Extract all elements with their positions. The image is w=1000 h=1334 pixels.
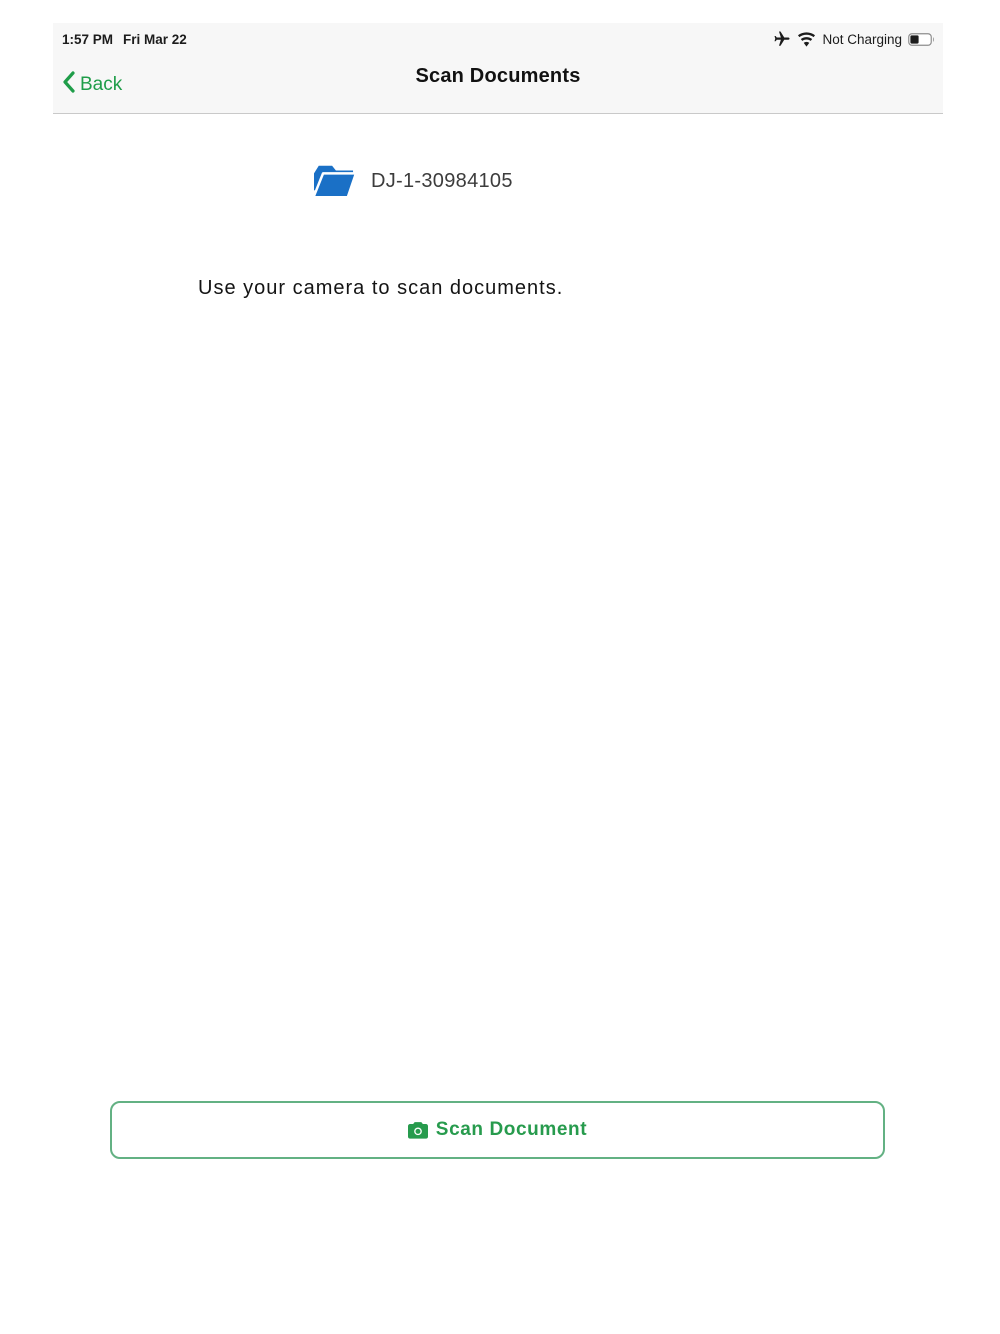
airplane-mode-icon bbox=[773, 30, 791, 48]
back-button-label: Back bbox=[80, 74, 123, 95]
status-indicators bbox=[773, 30, 935, 48]
page-title: Scan Documents bbox=[415, 65, 581, 87]
battery-status-label: Not Charging bbox=[822, 31, 902, 47]
header bbox=[53, 23, 943, 114]
app-screen bbox=[53, 23, 943, 1334]
status-date: Fri Mar 22 bbox=[123, 31, 187, 47]
camera-icon bbox=[408, 1122, 428, 1139]
status-bar bbox=[53, 23, 943, 49]
scan-document-button-label: Scan Document bbox=[435, 1119, 588, 1140]
nav-bar bbox=[53, 49, 943, 113]
wifi-icon bbox=[797, 32, 816, 47]
folder-name: DJ-1-30984105 bbox=[371, 169, 513, 192]
scan-document-button[interactable] bbox=[110, 1101, 885, 1159]
instruction-text: Use your camera to scan documents. bbox=[198, 277, 564, 299]
status-time-date bbox=[62, 32, 187, 47]
folder-open-icon bbox=[310, 161, 358, 201]
folder-row bbox=[310, 161, 513, 201]
status-time: 1:57 PM bbox=[62, 31, 114, 47]
battery-icon bbox=[908, 33, 935, 46]
